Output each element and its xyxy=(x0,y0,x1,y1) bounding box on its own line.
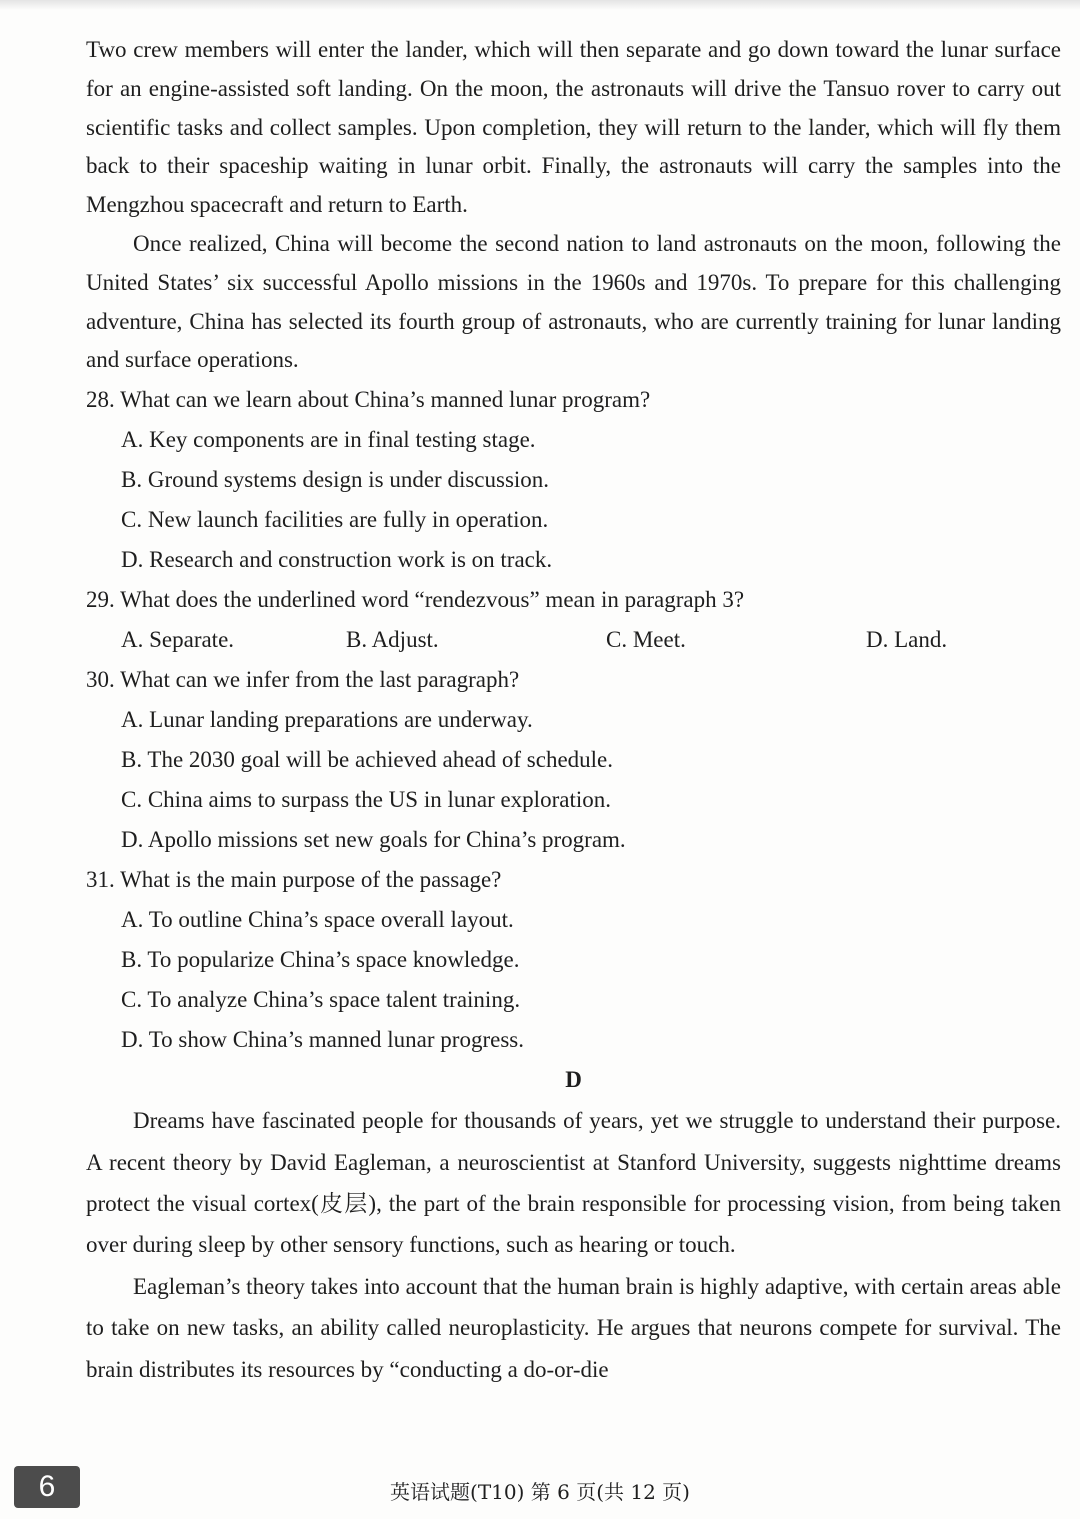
passage-c-paragraph-1: Two crew members will enter the lander, which will then separate and go down toward the lunar surface for an engine-assisted soft landing. On the moon, the astronauts will drive the Tansuo rover to carry out scientific tasks and collect samples. Upon completion, they will return to the lander, which will fly them back to their spaceship waiting in lunar orbit. Finally, the astronauts will carry the samples into the Mengzhou spacecraft and return to Earth. xyxy=(86,37,1061,218)
question-30-option-b: B. The 2030 goal will be achieved ahead of schedule. xyxy=(121,747,613,773)
passage-c-paragraph-2: Once realized, China will become the second nation to land astronauts on the moon, following the United States’ six successful Apollo missions in the 1960s and 1970s. To prepare for this challenging adventure, China has selected its fourth group of astronauts, who are currently training for lunar landing and surface operations. xyxy=(86,230,1061,373)
page-footer: 英语试题(T10) 第 6 页(共 12 页) xyxy=(390,1480,690,1504)
question-30-stem: 30. What can we infer from the last paragraph? xyxy=(86,667,520,693)
question-28-option-b: B. Ground systems design is under discussion. xyxy=(121,467,550,493)
question-28-option-c: C. New launch facilities are fully in operation. xyxy=(121,507,549,533)
question-28-stem: 28. What can we learn about China’s manned lunar program? xyxy=(86,387,651,413)
question-29-options xyxy=(86,620,1061,660)
page-top-edge xyxy=(0,0,1080,10)
question-30-option-d: D. Apollo missions set new goals for China’s program. xyxy=(121,827,626,853)
passage-d-paragraph-1: Dreams have fascinated people for thousands of years, yet we struggle to understand their purpose. A recent theory by David Eagleman, a neuroscientist at Stanford University, suggests nighttime dreams protect the visual cortex(皮层), the part of the brain responsible for processing vision, from being taken over during sleep by other sensory functions, such as hearing or touch. xyxy=(86,1108,1061,1258)
document-body xyxy=(86,31,1061,1390)
passage-d-heading: D xyxy=(565,1067,582,1093)
page-number-badge: 6 xyxy=(14,1466,80,1508)
question-30-option-a: A. Lunar landing preparations are underway. xyxy=(121,707,533,733)
question-29-option-a: A. Separate. xyxy=(121,627,235,653)
question-29-option-c: C. Meet. xyxy=(606,627,686,653)
question-29-option-b: B. Adjust. xyxy=(346,627,439,653)
question-29-stem: 29. What does the underlined word “rendezvous” mean in paragraph 3? xyxy=(86,587,745,613)
question-31-option-d: D. To show China’s manned lunar progress. xyxy=(121,1027,524,1053)
question-31-option-c: C. To analyze China’s space talent training. xyxy=(121,987,521,1013)
passage-d-paragraph-2: Eagleman’s theory takes into account that the human brain is highly adaptive, with certain areas able to take on new tasks, an ability called neuroplasticity. He argues that neurons compete for survival. The brain distributes its resources by “conducting a do-or-die xyxy=(86,1273,1061,1382)
question-28-option-d: D. Research and construction work is on track. xyxy=(121,547,553,573)
question-28-option-a: A. Key components are in final testing stage. xyxy=(121,427,536,453)
question-30-option-c: C. China aims to surpass the US in lunar exploration. xyxy=(121,787,611,813)
question-31-option-a: A. To outline China’s space overall layout. xyxy=(121,907,514,933)
question-29-option-d: D. Land. xyxy=(866,627,948,653)
question-31-stem: 31. What is the main purpose of the passage? xyxy=(86,867,502,893)
question-31-option-b: B. To popularize China’s space knowledge. xyxy=(121,947,520,973)
